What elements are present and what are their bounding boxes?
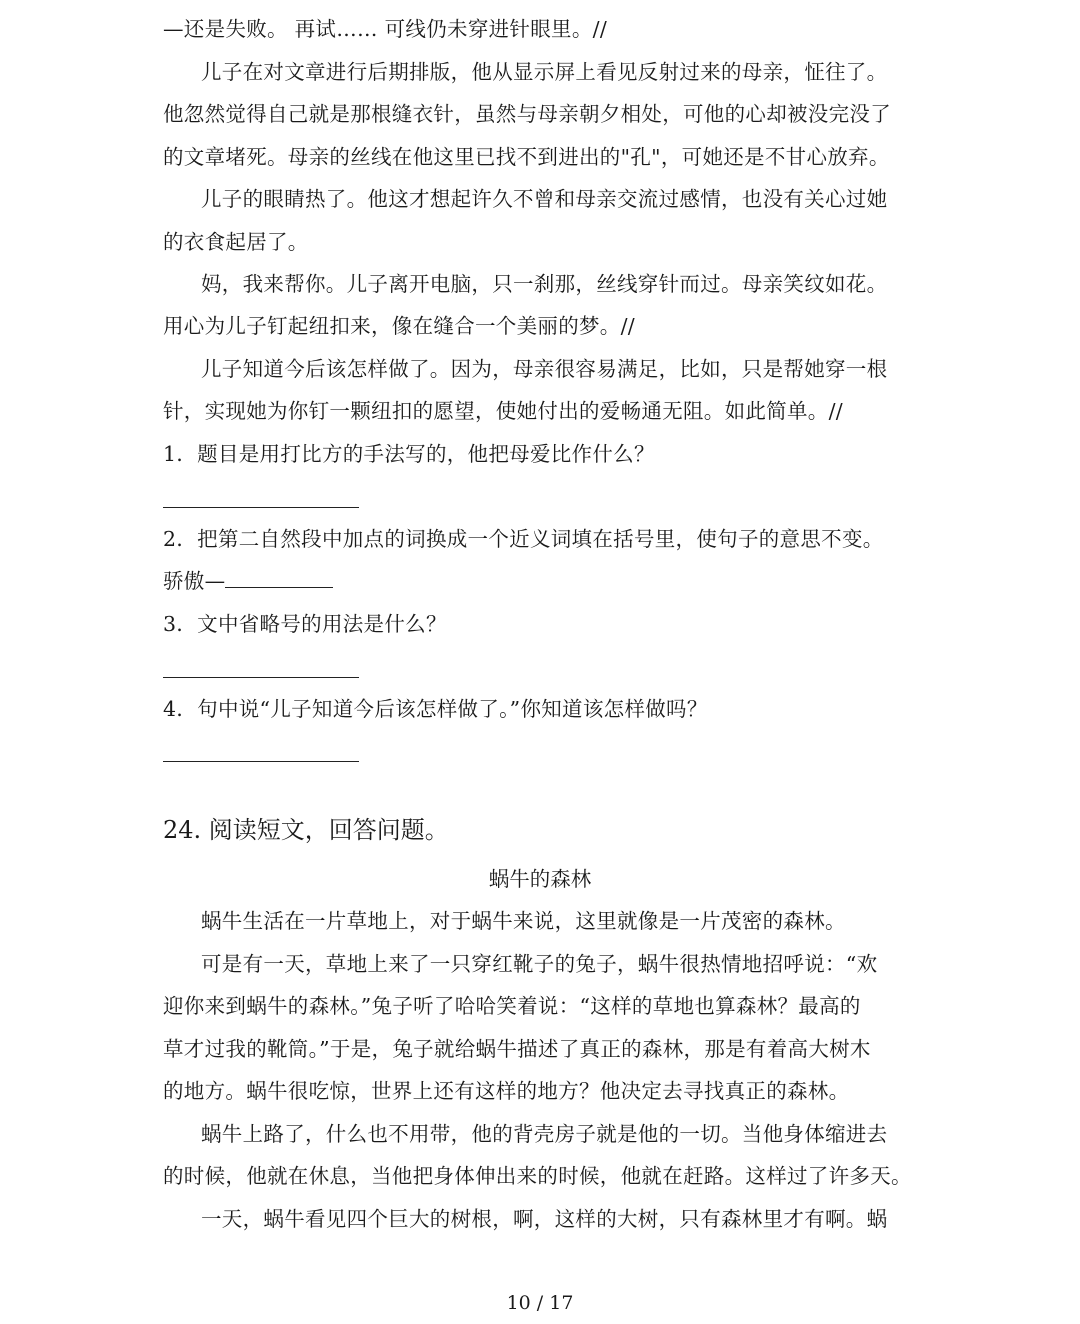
answer-blank-3[interactable] (163, 677, 359, 678)
story-line: 的文章堵死。母亲的丝线在他这里已找不到进出的"孔"，可她还是不甘心放弃。 (163, 145, 890, 169)
question-4: 4．句中说“儿子知道今后该怎样做了。”你知道该怎样做吗？ (163, 697, 708, 721)
question-1: 1．题目是用打比方的手法写的，他把母爱比作什么？ (163, 442, 655, 466)
story-line: 的地方。蜗牛很吃惊，世界上还有这样的地方？他决定去寻找真正的森林。 (163, 1079, 850, 1103)
section-heading: 24. 阅读短文，回答问题。 (163, 816, 449, 844)
answer-blank-1[interactable] (163, 507, 359, 508)
story-line: 的时候，他就在休息，当他把身体伸出来的时候，他就在赶路。这样过了许多天。 (163, 1164, 912, 1188)
story-line: 儿子的眼睛热了。他这才想起许久不曾和母亲交流过感情，也没有关心过她 (201, 187, 888, 211)
answer-blank-4[interactable] (163, 761, 359, 762)
answer-blank-2[interactable] (225, 567, 333, 588)
story-line: 一天，蜗牛看见四个巨大的树根，啊，这样的大树，只有森林里才有啊。蜗 (201, 1207, 888, 1231)
question-2-answer-row (163, 566, 333, 596)
story-line: 可是有一天，草地上来了一只穿红靴子的兔子，蜗牛很热情地招呼说：“欢 (201, 952, 878, 976)
story-title: 蜗牛的森林 (488, 867, 592, 891)
story-line: 草才过我的靴筒。”于是，兔子就给蜗牛描述了真正的森林，那是有着高大树木 (163, 1037, 871, 1061)
page-number: 10 / 17 (506, 1292, 574, 1314)
story-line: 的衣食起居了。 (163, 230, 309, 254)
story-line: 迎你来到蜗牛的森林。”兔子听了哈哈笑着说：“这样的草地也算森林？最高的 (163, 994, 861, 1018)
story-line: 他忽然觉得自己就是那根缝衣针，虽然与母亲朝夕相处，可他的心却被没完没了 (163, 102, 891, 126)
story-line: 针，实现她为你钉一颗纽扣的愿望，使她付出的爱畅通无阻。如此简单。// (163, 399, 844, 423)
story-line: 妈，我来帮你。儿子离开电脑，只一刹那，丝线穿针而过。母亲笑纹如花。 (201, 272, 888, 296)
story-line: 蜗牛上路了，什么也不用带，他的背壳房子就是他的一切。当他身体缩进去 (201, 1122, 888, 1146)
story-line: 儿子在对文章进行后期排版，他从显示屏上看见反射过来的母亲，怔往了。 (201, 60, 888, 84)
story-line: 蜗牛生活在一片草地上，对于蜗牛来说，这里就像是一片茂密的森林。 (201, 909, 846, 933)
story-line: 儿子知道今后该怎样做了。因为，母亲很容易满足，比如，只是帮她穿一根 (201, 357, 888, 381)
story-line: 用心为儿子钉起纽扣来，像在缝合一个美丽的梦。// (163, 314, 636, 338)
question-2-word: 骄傲— (163, 569, 226, 593)
question-2: 2．把第二自然段中加点的词换成一个近义词填在括号里，使句子的意思不变。 (163, 527, 884, 551)
question-3: 3．文中省略号的用法是什么？ (163, 612, 447, 636)
story-line: —还是失败。 再试…… 可线仍未穿进针眼里。// (163, 17, 608, 41)
